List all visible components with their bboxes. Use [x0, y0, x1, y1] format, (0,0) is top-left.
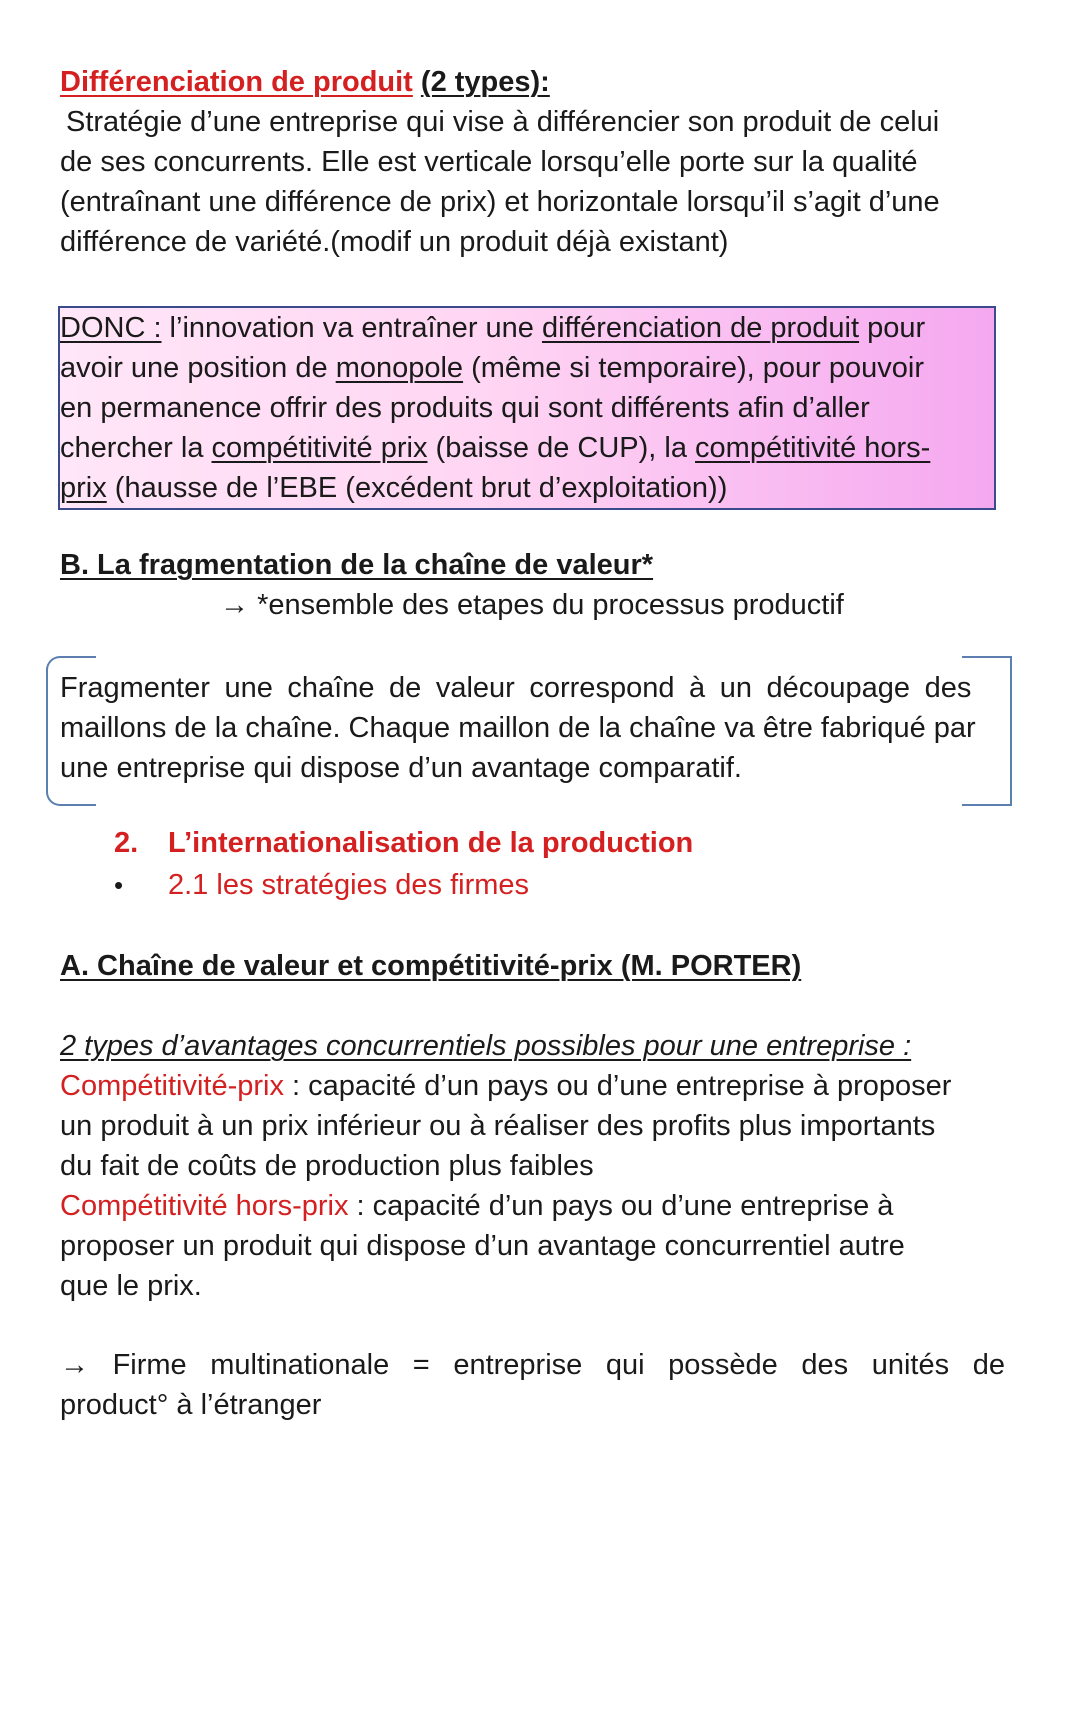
competitivite-hors-prix-line-3: que le prix.: [60, 1270, 202, 1302]
donc-text-3: avoir une position de: [60, 352, 336, 384]
differenciation-line-2: de ses concurrents. Elle est verticale lorsqu’elle porte sur la qualité: [60, 146, 918, 178]
fmn-word-7: des: [801, 1349, 849, 1381]
fmn-word-2: multinationale: [210, 1349, 390, 1381]
term-competitivite-hors-prix: Compétitivité hors-prix: [60, 1190, 349, 1222]
section-2-title: L’internationalisation de la production: [168, 827, 694, 859]
firme-multinationale-definition: [60, 1345, 1005, 1425]
section-2-heading: [114, 823, 994, 863]
section-2-1-item: [114, 865, 994, 905]
donc-keyword-hors-prix-a: compétitivité hors-: [695, 432, 931, 464]
fmn-word-1: Firme: [112, 1349, 187, 1381]
donc-text-1: l’innovation va entraîner une: [161, 312, 542, 344]
competitivite-hors-prix-line-2: proposer un produit qui dispose d’un avantage concurrentiel autre: [60, 1230, 905, 1262]
fmn-word-6: possède: [668, 1349, 778, 1381]
donc-text-7: (baisse de CUP), la: [427, 432, 696, 464]
section-2-1-title: 2.1 les stratégies des firmes: [168, 869, 530, 901]
donc-label: DONC :: [60, 312, 162, 344]
differenciation-line-1: Stratégie d’une entreprise qui vise à différencier son produit de celui: [66, 106, 940, 138]
term-competitivite-prix: Compétitivité-prix: [60, 1070, 284, 1102]
donc-keyword-competitivite-prix: compétitivité prix: [211, 432, 428, 464]
donc-line-2: [60, 348, 988, 388]
competitivite-prix-line-2: un produit à un prix inférieur ou à réaliser des profits plus importants: [60, 1110, 936, 1142]
def-competitivite-prix-a: : capacité d’un pays ou d’une entreprise à proposer: [284, 1070, 952, 1102]
donc-keyword-monopole: monopole: [335, 352, 464, 384]
fmn-word-5: qui: [605, 1349, 645, 1381]
fragmentation-line-1-justified: [60, 668, 1000, 708]
donc-text-6: chercher la: [60, 432, 212, 464]
def-competitivite-hors-prix-a: : capacité d’un pays ou d’une entreprise à: [348, 1190, 894, 1222]
fragmentation-line-2: maillons de la chaîne. Chaque maillon de la chaîne va être fabriqué par: [60, 712, 976, 744]
fmn-line-1: [60, 1345, 1005, 1385]
donc-text-2: pour: [859, 312, 926, 344]
differenciation-section: [60, 62, 1005, 262]
donc-line-3: en permanence offrir des produits qui sont différents afin d’aller: [60, 392, 870, 424]
donc-line-1: [60, 308, 988, 348]
competitivite-prix-line-1: [60, 1066, 1005, 1106]
avantages-intro: 2 types d’avantages concurrentiels possibles pour une entreprise :: [60, 1030, 912, 1062]
differenciation-line-4: différence de variété.(modif un produit déjà existant): [60, 226, 729, 258]
arrow-right-icon: →: [60, 1349, 89, 1381]
section-a-body: [60, 1026, 1005, 1306]
section-b-heading: [60, 545, 1005, 585]
fmn-word-4: entreprise: [453, 1349, 583, 1381]
section-a-intro: [60, 1026, 1005, 1066]
fragmentation-line-1: Fragmenter une chaîne de valeur correspond à un découpage des: [60, 672, 972, 704]
differenciation-heading: [60, 62, 1005, 102]
competitivite-hors-prix-line-1: [60, 1186, 1005, 1226]
competitivite-prix-line-3: du fait de coûts de production plus faibles: [60, 1150, 594, 1182]
fragmentation-line-3: une entreprise qui dispose d’un avantage comparatif.: [60, 752, 742, 784]
donc-keyword-differenciation: différenciation de produit: [541, 312, 860, 344]
section-a-heading: [60, 946, 1005, 986]
fmn-word-3: =: [412, 1349, 430, 1381]
fragmentation-text: [60, 668, 1000, 788]
donc-keyword-hors-prix-b: prix: [60, 472, 107, 504]
section-a-title: A. Chaîne de valeur et compétitivité-prix (M. PORTER): [60, 950, 802, 982]
differenciation-title: Différenciation de produit: [60, 66, 413, 98]
donc-line-5: [60, 468, 988, 508]
section-b-definition: *ensemble des etapes du processus productif: [257, 589, 844, 621]
differenciation-title-suffix: (2 types):: [420, 66, 550, 98]
fragmentation-bracket-box: [46, 656, 1012, 806]
donc-callout-box: [58, 306, 996, 510]
donc-line-4: [60, 428, 988, 468]
fmn-word-8: unités: [871, 1349, 950, 1381]
arrow-right-icon: →: [220, 589, 249, 621]
section-b-subtitle: [220, 585, 1000, 625]
donc-text-8: (hausse de l’EBE (excédent brut d’exploitation)): [106, 472, 728, 504]
donc-text-4: (même si temporaire), pour pouvoir: [463, 352, 925, 384]
differenciation-line-3: (entraînant une différence de prix) et horizontale lorsqu’il s’agit d’une: [60, 186, 940, 218]
fmn-word-9: de: [972, 1349, 1005, 1381]
bullet-icon: •: [114, 870, 124, 900]
fmn-line-2: product° à l’étranger: [60, 1389, 322, 1421]
section-b-title: B. La fragmentation de la chaîne de valeur*: [60, 549, 654, 581]
section-2-number: 2.: [114, 827, 139, 859]
